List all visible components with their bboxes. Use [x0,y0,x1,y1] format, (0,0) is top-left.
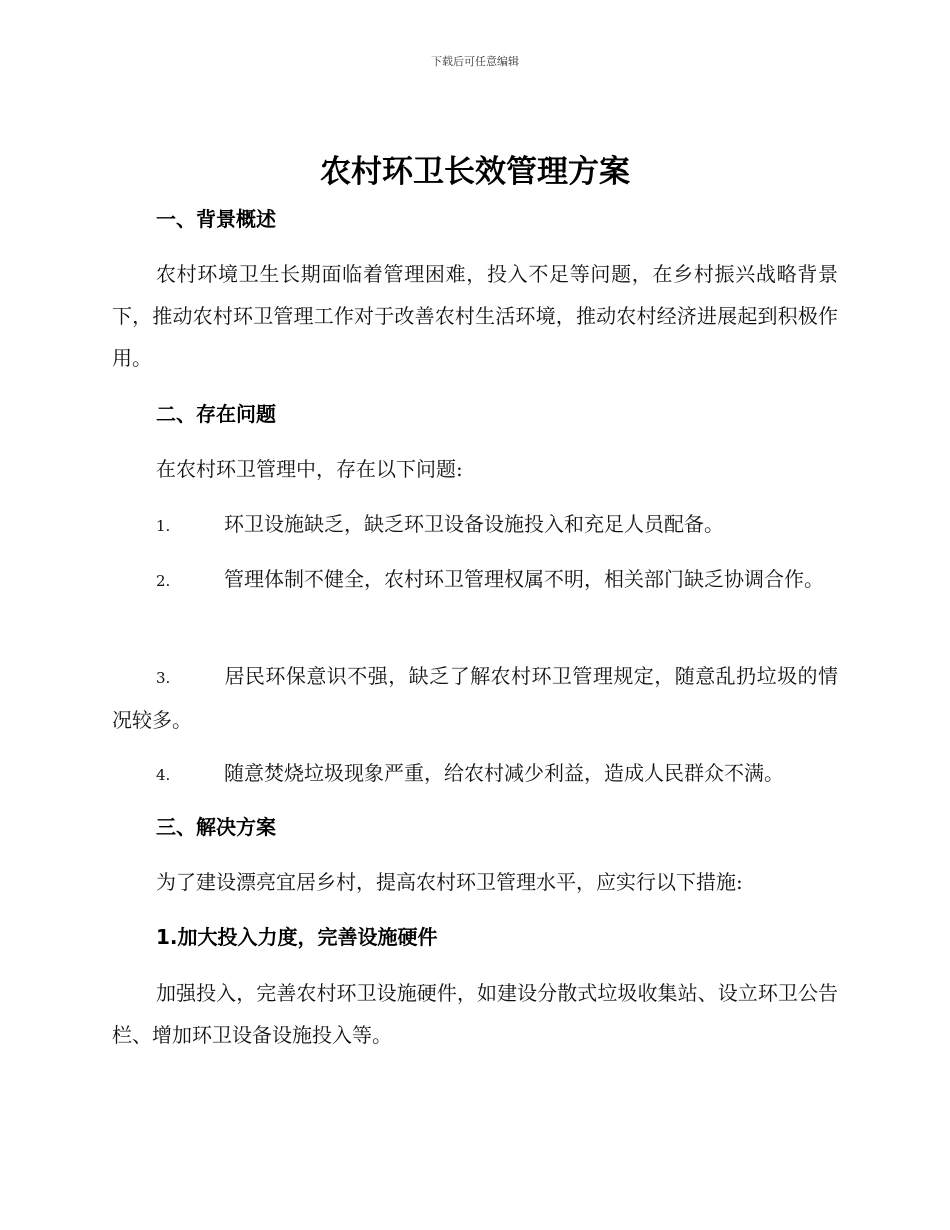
header-note: 下载后可任意编辑 [431,55,519,68]
list-item-text: 随意焚烧垃圾现象严重，给农村减少利益，造成人民群众不满。 [224,761,784,785]
section-heading-background: 一、背景概述 [156,207,276,231]
list-item-number: 3. [156,669,171,687]
list-item-text: 管理体制不健全，农村环卫管理权属不明，相关部门缺乏协调合作。 [224,567,824,591]
list-item-text: 环卫设施缺乏，缺乏环卫设备设施投入和充足人员配备。 [224,512,724,536]
section-heading-solutions: 三、解决方案 [156,815,276,839]
list-item [112,655,838,741]
list-item [112,503,838,547]
list-item [112,752,838,796]
paragraph-subsection: 加强投入，完善农村环卫设施硬件，如建设分散式垃圾收集站、设立环卫公告栏、增加环卫设备设施投入等。 [112,981,838,1047]
list-item-text: 居民环保意识不强，缺乏了解农村环卫管理规定，随意乱扔垃圾的情况较多。 [112,664,838,732]
paragraph-solutions-intro: 为了建设漂亮宜居乡村，提高农村环卫管理水平，应实行以下措施: [156,870,743,894]
list-item-number: 1. [156,517,171,535]
document-title: 农村环卫长效管理方案 [320,154,630,190]
list-item-number: 2. [156,572,171,590]
paragraph-problems-intro: 在农村环卫管理中，存在以下问题: [156,457,463,481]
list-item [112,558,838,602]
list-item-number: 4. [156,766,171,784]
section-heading-problems: 二、存在问题 [156,402,276,426]
paragraph-background: 农村环境卫生长期面临着管理困难，投入不足等问题，在乡村振兴战略背景下，推动农村环卫管理工作对于改善农村生活环境，推动农村经济进展起到积极作用。 [112,262,838,370]
subsection-heading: 1.加大投入力度，完善设施硬件 [156,925,438,949]
